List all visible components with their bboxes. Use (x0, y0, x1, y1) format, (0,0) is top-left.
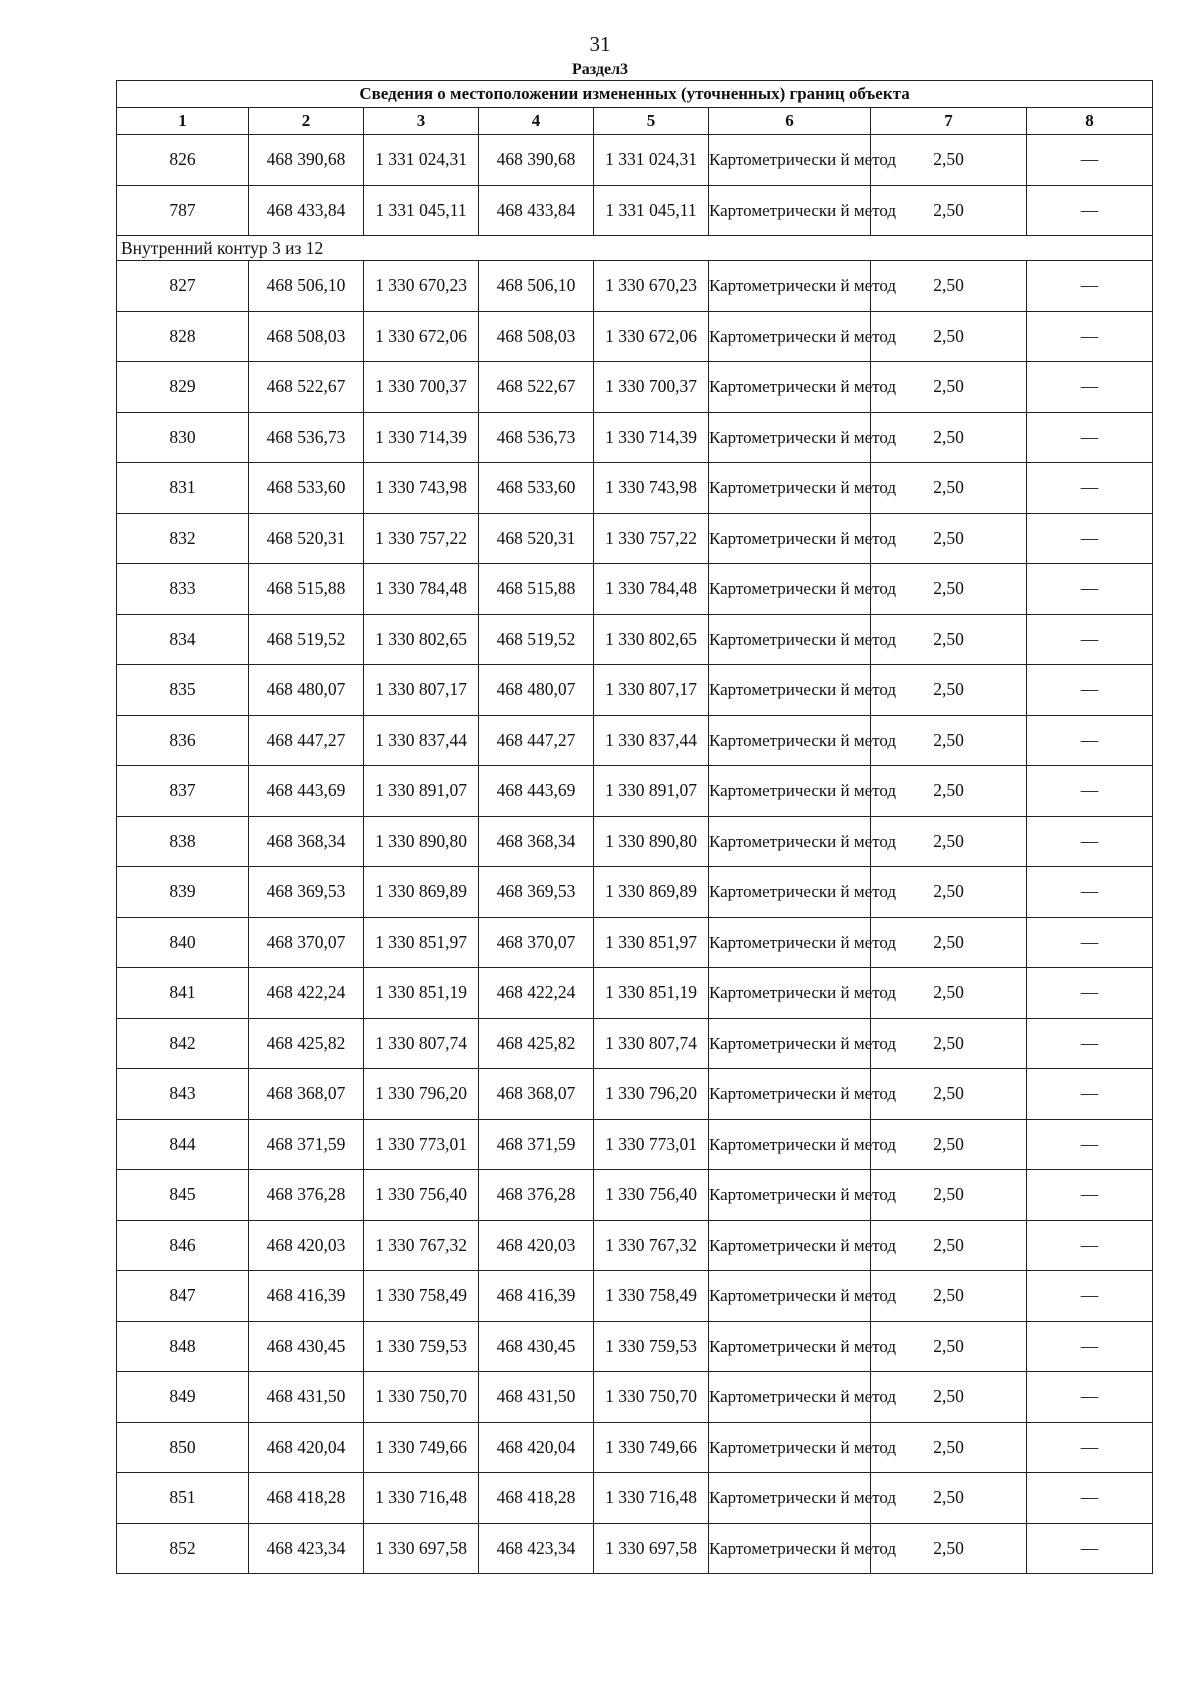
coord-y-old-cell: 1 330 697,58 (364, 1523, 479, 1574)
note-cell: — (1027, 1069, 1153, 1120)
note-cell: — (1027, 412, 1153, 463)
coord-x-old-cell: 468 376,28 (249, 1170, 364, 1221)
note-cell: — (1027, 917, 1153, 968)
coord-y-new-cell: 1 330 743,98 (594, 463, 709, 514)
coord-y-old-cell: 1 330 756,40 (364, 1170, 479, 1221)
coord-x-old-cell: 468 536,73 (249, 412, 364, 463)
coord-x-old-cell: 468 447,27 (249, 715, 364, 766)
accuracy-cell: 2,50 (871, 463, 1027, 514)
table-row (117, 614, 1153, 665)
contour-row (117, 236, 1153, 261)
accuracy-cell: 2,50 (871, 1018, 1027, 1069)
coord-x-old-cell: 468 506,10 (249, 261, 364, 312)
coord-x-new-cell: 468 420,04 (479, 1422, 594, 1473)
coord-x-old-cell: 468 368,07 (249, 1069, 364, 1120)
note-cell: — (1027, 1220, 1153, 1271)
accuracy-cell: 2,50 (871, 1170, 1027, 1221)
point-number-cell: 839 (117, 867, 249, 918)
coord-y-new-cell: 1 330 891,07 (594, 766, 709, 817)
method-cell: Картометрически й метод (709, 614, 871, 665)
coord-y-new-cell: 1 330 670,23 (594, 261, 709, 312)
point-number-cell: 827 (117, 261, 249, 312)
coord-x-old-cell: 468 420,03 (249, 1220, 364, 1271)
table-body (117, 135, 1153, 1574)
coord-x-new-cell: 468 447,27 (479, 715, 594, 766)
column-number: 6 (709, 108, 871, 135)
table-row (117, 564, 1153, 615)
coord-x-old-cell: 468 533,60 (249, 463, 364, 514)
coord-x-old-cell: 468 416,39 (249, 1271, 364, 1322)
coord-x-old-cell: 468 370,07 (249, 917, 364, 968)
coord-x-old-cell: 468 369,53 (249, 867, 364, 918)
note-cell: — (1027, 1422, 1153, 1473)
coord-x-new-cell: 468 423,34 (479, 1523, 594, 1574)
coord-y-old-cell: 1 330 759,53 (364, 1321, 479, 1372)
coord-x-new-cell: 468 515,88 (479, 564, 594, 615)
coord-y-new-cell: 1 330 837,44 (594, 715, 709, 766)
coord-x-new-cell: 468 371,59 (479, 1119, 594, 1170)
note-cell: — (1027, 311, 1153, 362)
table-row (117, 867, 1153, 918)
column-number: 7 (871, 108, 1027, 135)
note-cell: — (1027, 135, 1153, 186)
table-row (117, 1473, 1153, 1524)
coord-x-new-cell: 468 443,69 (479, 766, 594, 817)
method-cell: Картометрически й метод (709, 1119, 871, 1170)
coord-y-old-cell: 1 330 670,23 (364, 261, 479, 312)
point-number-cell: 826 (117, 135, 249, 186)
coord-y-new-cell: 1 330 890,80 (594, 816, 709, 867)
coord-x-new-cell: 468 418,28 (479, 1473, 594, 1524)
table-row (117, 513, 1153, 564)
point-number-cell: 834 (117, 614, 249, 665)
method-cell: Картометрически й метод (709, 1523, 871, 1574)
method-cell: Картометрически й метод (709, 1220, 871, 1271)
note-cell: — (1027, 1473, 1153, 1524)
note-cell: — (1027, 1170, 1153, 1221)
coord-x-old-cell: 468 443,69 (249, 766, 364, 817)
coord-x-old-cell: 468 433,84 (249, 185, 364, 236)
coord-y-new-cell: 1 330 759,53 (594, 1321, 709, 1372)
accuracy-cell: 2,50 (871, 715, 1027, 766)
coord-y-old-cell: 1 330 672,06 (364, 311, 479, 362)
coord-x-old-cell: 468 515,88 (249, 564, 364, 615)
coord-x-new-cell: 468 430,45 (479, 1321, 594, 1372)
method-cell: Картометрически й метод (709, 867, 871, 918)
note-cell: — (1027, 463, 1153, 514)
coord-x-old-cell: 468 431,50 (249, 1372, 364, 1423)
coord-x-old-cell: 468 520,31 (249, 513, 364, 564)
coord-x-new-cell: 468 433,84 (479, 185, 594, 236)
coord-y-new-cell: 1 330 802,65 (594, 614, 709, 665)
coord-y-old-cell: 1 331 045,11 (364, 185, 479, 236)
coord-y-old-cell: 1 330 851,97 (364, 917, 479, 968)
table-row (117, 412, 1153, 463)
coord-x-new-cell: 468 420,03 (479, 1220, 594, 1271)
table-row (117, 917, 1153, 968)
table-row (117, 1220, 1153, 1271)
coord-y-new-cell: 1 330 672,06 (594, 311, 709, 362)
accuracy-cell: 2,50 (871, 362, 1027, 413)
coord-y-new-cell: 1 330 869,89 (594, 867, 709, 918)
note-cell: — (1027, 614, 1153, 665)
point-number-cell: 828 (117, 311, 249, 362)
accuracy-cell: 2,50 (871, 1271, 1027, 1322)
accuracy-cell: 2,50 (871, 1069, 1027, 1120)
coord-x-new-cell: 468 369,53 (479, 867, 594, 918)
coord-x-new-cell: 468 376,28 (479, 1170, 594, 1221)
accuracy-cell: 2,50 (871, 665, 1027, 716)
coord-x-old-cell: 468 430,45 (249, 1321, 364, 1372)
accuracy-cell: 2,50 (871, 917, 1027, 968)
coord-y-old-cell: 1 330 716,48 (364, 1473, 479, 1524)
coord-x-new-cell: 468 519,52 (479, 614, 594, 665)
method-cell: Картометрически й метод (709, 135, 871, 186)
coord-y-old-cell: 1 330 700,37 (364, 362, 479, 413)
method-cell: Картометрически й метод (709, 1321, 871, 1372)
accuracy-cell: 2,50 (871, 766, 1027, 817)
coord-y-new-cell: 1 330 807,74 (594, 1018, 709, 1069)
coord-y-new-cell: 1 330 767,32 (594, 1220, 709, 1271)
coord-y-old-cell: 1 330 851,19 (364, 968, 479, 1019)
note-cell: — (1027, 1271, 1153, 1322)
method-cell: Картометрически й метод (709, 362, 871, 413)
coord-y-new-cell: 1 330 714,39 (594, 412, 709, 463)
coord-y-old-cell: 1 330 749,66 (364, 1422, 479, 1473)
coord-y-new-cell: 1 330 851,97 (594, 917, 709, 968)
coord-y-new-cell: 1 331 045,11 (594, 185, 709, 236)
coord-y-old-cell: 1 330 750,70 (364, 1372, 479, 1423)
note-cell: — (1027, 715, 1153, 766)
note-cell: — (1027, 766, 1153, 817)
coord-y-old-cell: 1 330 891,07 (364, 766, 479, 817)
coord-y-old-cell: 1 330 807,74 (364, 1018, 479, 1069)
column-number: 3 (364, 108, 479, 135)
method-cell: Картометрически й метод (709, 564, 871, 615)
point-number-cell: 832 (117, 513, 249, 564)
table-row (117, 715, 1153, 766)
point-number-cell: 837 (117, 766, 249, 817)
method-cell: Картометрически й метод (709, 311, 871, 362)
coord-x-old-cell: 468 420,04 (249, 1422, 364, 1473)
point-number-cell: 829 (117, 362, 249, 413)
table-row (117, 311, 1153, 362)
table-row (117, 1069, 1153, 1120)
coord-x-old-cell: 468 371,59 (249, 1119, 364, 1170)
note-cell: — (1027, 1372, 1153, 1423)
coord-x-new-cell: 468 390,68 (479, 135, 594, 186)
point-number-cell: 845 (117, 1170, 249, 1221)
method-cell: Картометрически й метод (709, 1069, 871, 1120)
coord-x-old-cell: 468 423,34 (249, 1523, 364, 1574)
coord-y-new-cell: 1 330 749,66 (594, 1422, 709, 1473)
coord-y-old-cell: 1 330 784,48 (364, 564, 479, 615)
table-row (117, 1271, 1153, 1322)
coord-y-old-cell: 1 330 758,49 (364, 1271, 479, 1322)
accuracy-cell: 2,50 (871, 261, 1027, 312)
coord-y-new-cell: 1 330 757,22 (594, 513, 709, 564)
note-cell: — (1027, 968, 1153, 1019)
coord-y-old-cell: 1 330 837,44 (364, 715, 479, 766)
table-row (117, 1170, 1153, 1221)
coord-x-old-cell: 468 522,67 (249, 362, 364, 413)
column-number: 2 (249, 108, 364, 135)
table-row (117, 968, 1153, 1019)
method-cell: Картометрически й метод (709, 766, 871, 817)
point-number-cell: 849 (117, 1372, 249, 1423)
accuracy-cell: 2,50 (871, 1523, 1027, 1574)
note-cell: — (1027, 1321, 1153, 1372)
table-row (117, 1119, 1153, 1170)
page-number: 31 (589, 32, 611, 56)
coord-x-new-cell: 468 368,07 (479, 1069, 594, 1120)
coord-x-new-cell: 468 480,07 (479, 665, 594, 716)
table-row (117, 665, 1153, 716)
coord-x-new-cell: 468 368,34 (479, 816, 594, 867)
method-cell: Картометрически й метод (709, 463, 871, 514)
coord-x-new-cell: 468 520,31 (479, 513, 594, 564)
coord-y-new-cell: 1 330 750,70 (594, 1372, 709, 1423)
coord-x-old-cell: 468 390,68 (249, 135, 364, 186)
coord-y-new-cell: 1 330 807,17 (594, 665, 709, 716)
note-cell: — (1027, 261, 1153, 312)
coord-x-old-cell: 468 425,82 (249, 1018, 364, 1069)
table-row (117, 766, 1153, 817)
column-number-row (117, 108, 1153, 135)
coord-x-old-cell: 468 418,28 (249, 1473, 364, 1524)
coord-y-old-cell: 1 330 796,20 (364, 1069, 479, 1120)
coord-y-new-cell: 1 330 756,40 (594, 1170, 709, 1221)
note-cell: — (1027, 1119, 1153, 1170)
accuracy-cell: 2,50 (871, 1422, 1027, 1473)
table-caption: Сведения о местоположении измененных (уточненных) границ объекта (117, 81, 1153, 108)
accuracy-cell: 2,50 (871, 968, 1027, 1019)
coord-y-new-cell: 1 330 700,37 (594, 362, 709, 413)
method-cell: Картометрически й метод (709, 816, 871, 867)
coordinates-table (116, 80, 1153, 1574)
accuracy-cell: 2,50 (871, 311, 1027, 362)
coord-x-old-cell: 468 519,52 (249, 614, 364, 665)
coord-y-old-cell: 1 330 714,39 (364, 412, 479, 463)
method-cell: Картометрически й метод (709, 412, 871, 463)
coord-x-new-cell: 468 416,39 (479, 1271, 594, 1322)
coord-y-new-cell: 1 330 758,49 (594, 1271, 709, 1322)
table-row (117, 1321, 1153, 1372)
coord-y-old-cell: 1 331 024,31 (364, 135, 479, 186)
coord-x-old-cell: 468 480,07 (249, 665, 364, 716)
coord-y-new-cell: 1 330 851,19 (594, 968, 709, 1019)
coord-y-old-cell: 1 330 807,17 (364, 665, 479, 716)
note-cell: — (1027, 1018, 1153, 1069)
coord-y-old-cell: 1 330 743,98 (364, 463, 479, 514)
method-cell: Картометрически й метод (709, 1271, 871, 1322)
method-cell: Картометрически й метод (709, 1372, 871, 1423)
accuracy-cell: 2,50 (871, 1321, 1027, 1372)
method-cell: Картометрически й метод (709, 968, 871, 1019)
note-cell: — (1027, 816, 1153, 867)
point-number-cell: 846 (117, 1220, 249, 1271)
point-number-cell: 833 (117, 564, 249, 615)
method-cell: Картометрически й метод (709, 1473, 871, 1524)
point-number-cell: 836 (117, 715, 249, 766)
method-cell: Картометрически й метод (709, 665, 871, 716)
accuracy-cell: 2,50 (871, 135, 1027, 186)
coord-x-new-cell: 468 536,73 (479, 412, 594, 463)
coord-y-new-cell: 1 331 024,31 (594, 135, 709, 186)
point-number-cell: 835 (117, 665, 249, 716)
coord-y-old-cell: 1 330 767,32 (364, 1220, 479, 1271)
point-number-cell: 838 (117, 816, 249, 867)
method-cell: Картометрически й метод (709, 261, 871, 312)
point-number-cell: 851 (117, 1473, 249, 1524)
table-row (117, 816, 1153, 867)
point-number-cell: 842 (117, 1018, 249, 1069)
point-number-cell: 850 (117, 1422, 249, 1473)
accuracy-cell: 2,50 (871, 867, 1027, 918)
method-cell: Картометрически й метод (709, 513, 871, 564)
coord-y-new-cell: 1 330 716,48 (594, 1473, 709, 1524)
table-row (117, 362, 1153, 413)
note-cell: — (1027, 665, 1153, 716)
note-cell: — (1027, 1523, 1153, 1574)
coord-x-old-cell: 468 368,34 (249, 816, 364, 867)
note-cell: — (1027, 185, 1153, 236)
accuracy-cell: 2,50 (871, 816, 1027, 867)
accuracy-cell: 2,50 (871, 1473, 1027, 1524)
point-number-cell: 852 (117, 1523, 249, 1574)
column-number: 1 (117, 108, 249, 135)
method-cell: Картометрически й метод (709, 1018, 871, 1069)
method-cell: Картометрически й метод (709, 917, 871, 968)
coord-x-new-cell: 468 508,03 (479, 311, 594, 362)
coord-x-new-cell: 468 533,60 (479, 463, 594, 514)
accuracy-cell: 2,50 (871, 564, 1027, 615)
accuracy-cell: 2,50 (871, 614, 1027, 665)
point-number-cell: 847 (117, 1271, 249, 1322)
coord-x-old-cell: 468 508,03 (249, 311, 364, 362)
table-row (117, 261, 1153, 312)
section-title: Раздел3 (571, 61, 629, 78)
table-row (117, 185, 1153, 236)
accuracy-cell: 2,50 (871, 185, 1027, 236)
coord-x-new-cell: 468 431,50 (479, 1372, 594, 1423)
column-number: 8 (1027, 108, 1153, 135)
method-cell: Картометрически й метод (709, 715, 871, 766)
coord-x-new-cell: 468 422,24 (479, 968, 594, 1019)
accuracy-cell: 2,50 (871, 1372, 1027, 1423)
coord-y-new-cell: 1 330 697,58 (594, 1523, 709, 1574)
note-cell: — (1027, 513, 1153, 564)
accuracy-cell: 2,50 (871, 412, 1027, 463)
coord-x-new-cell: 468 522,67 (479, 362, 594, 413)
table-row (117, 463, 1153, 514)
column-number: 5 (594, 108, 709, 135)
point-number-cell: 840 (117, 917, 249, 968)
point-number-cell: 843 (117, 1069, 249, 1120)
coord-x-old-cell: 468 422,24 (249, 968, 364, 1019)
method-cell: Картометрически й метод (709, 185, 871, 236)
point-number-cell: 841 (117, 968, 249, 1019)
coord-y-new-cell: 1 330 796,20 (594, 1069, 709, 1120)
coord-y-old-cell: 1 330 773,01 (364, 1119, 479, 1170)
table-row (117, 1018, 1153, 1069)
coord-x-new-cell: 468 370,07 (479, 917, 594, 968)
point-number-cell: 844 (117, 1119, 249, 1170)
note-cell: — (1027, 867, 1153, 918)
coord-y-new-cell: 1 330 773,01 (594, 1119, 709, 1170)
coord-y-old-cell: 1 330 757,22 (364, 513, 479, 564)
accuracy-cell: 2,50 (871, 1119, 1027, 1170)
coord-y-new-cell: 1 330 784,48 (594, 564, 709, 615)
coord-y-old-cell: 1 330 890,80 (364, 816, 479, 867)
point-number-cell: 830 (117, 412, 249, 463)
coord-x-new-cell: 468 506,10 (479, 261, 594, 312)
table-row (117, 1523, 1153, 1574)
method-cell: Картометрически й метод (709, 1170, 871, 1221)
point-number-cell: 831 (117, 463, 249, 514)
note-cell: — (1027, 564, 1153, 615)
point-number-cell: 787 (117, 185, 249, 236)
point-number-cell: 848 (117, 1321, 249, 1372)
table-row (117, 1372, 1153, 1423)
contour-label: Внутренний контур 3 из 12 (117, 236, 1153, 261)
accuracy-cell: 2,50 (871, 513, 1027, 564)
coord-y-old-cell: 1 330 802,65 (364, 614, 479, 665)
accuracy-cell: 2,50 (871, 1220, 1027, 1271)
method-cell: Картометрически й метод (709, 1422, 871, 1473)
coord-y-old-cell: 1 330 869,89 (364, 867, 479, 918)
coord-x-new-cell: 468 425,82 (479, 1018, 594, 1069)
table-row (117, 135, 1153, 186)
table-row (117, 1422, 1153, 1473)
note-cell: — (1027, 362, 1153, 413)
column-number: 4 (479, 108, 594, 135)
